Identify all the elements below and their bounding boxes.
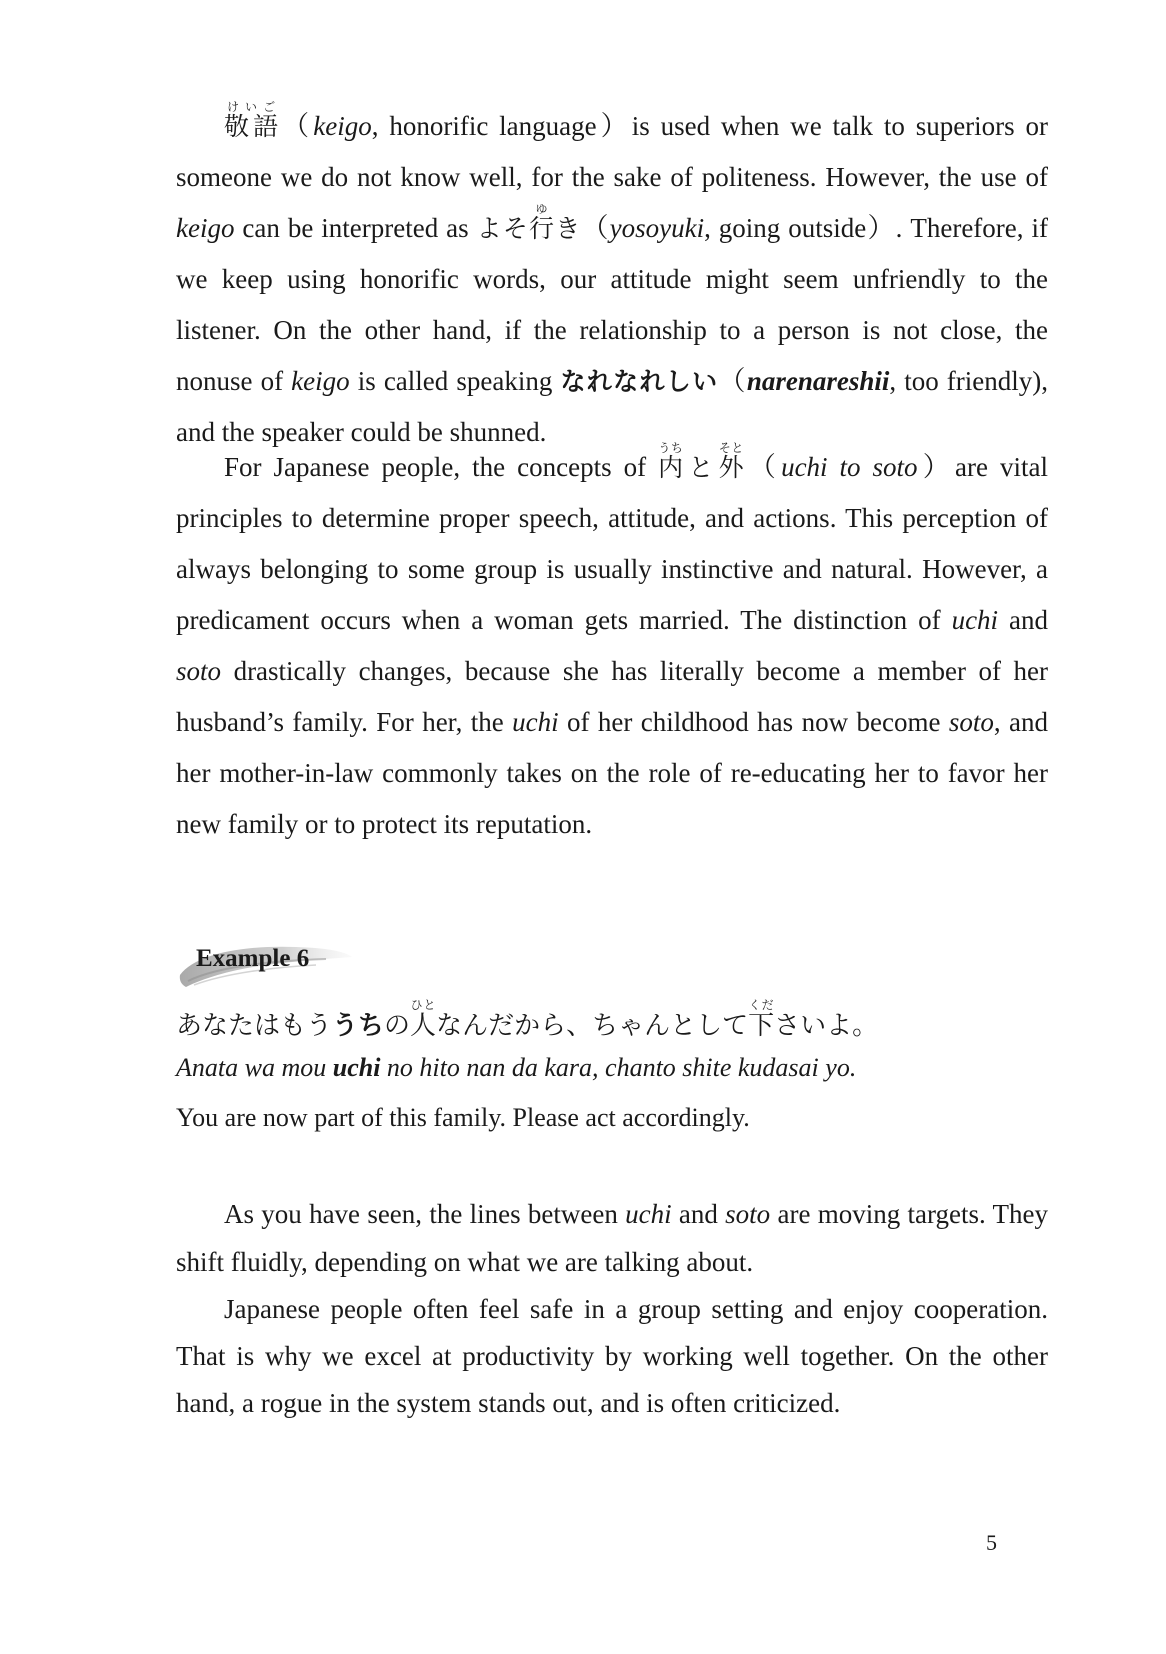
example-japanese-sentence: あなたはもううちの人ひとなんだから、ちゃんとして下くださいよ。 (176, 998, 879, 1041)
keigo-kanji: 敬語けいご (224, 100, 283, 141)
kuda-kanji: 下くだ (748, 998, 775, 1041)
paragraph-4-text: Japanese people often feel safe in a group setting and enjoy cooperation. That is why we excel at productivity by working well together. On the other hand, a rogue in the system stands out, and is often criticized. (176, 1294, 1048, 1418)
paragraph-3-text: As you have seen, the lines between uchi and soto are moving targets. They shift fluidly, depending on what we are talking about. (176, 1199, 1048, 1277)
paragraph-group-setting (176, 1286, 1048, 1427)
paragraph-keigo (176, 100, 1048, 458)
narenareshii-jp: なれなれしい (560, 367, 719, 396)
hito-kanji: 人ひと (410, 998, 437, 1041)
example-heading (176, 935, 356, 991)
paragraph-2-text: For Japanese people, the concepts of 内うちと外そと（uchi to soto）are vital principles to determine proper speech, attitude, and actions. This perception of always belonging to some group is usually instinctive and natural. However, a predicament occurs when a woman gets married. The distinction of uchi and soto drastically changes, because she has literally become a member of her husband’s family. For her, the uchi of her childhood has now become soto, and her mother-in-law commonly takes on the role of re-educating her to favor her new family or to protect its reputation. (176, 441, 1048, 839)
paragraph-uchi-soto (176, 441, 1048, 850)
soto-kanji: 外そと (718, 441, 749, 482)
example-label: Example 6 (196, 945, 310, 972)
uchi-kanji: 内うち (658, 441, 689, 482)
paragraph-1-text: 敬語けいご（keigo, honorific language）is used when we talk to superiors or someone we do not know well, for the sake of politeness. However, the use of keigo can be interpreted as よそ行ゆき（yosoyuki, going outside）. Therefore, if we keep using honorific words, our attitude might seem unfriendly to the listener. On the other hand, if the relationship to a person is not close, the nonuse of keigo is called speaking なれなれしい（narenareshii, too friendly), and the speaker could be shunned. (176, 100, 1048, 447)
yosoyuki-kanji: 行ゆ (529, 202, 556, 243)
example-romaji-sentence: Anata wa mou uchi no hito nan da kara, chanto shite kudasai yo. (176, 1053, 857, 1082)
page-number: 5 (986, 1530, 997, 1555)
example-english-translation: You are now part of this family. Please act accordingly. (176, 1103, 750, 1132)
paragraph-moving-targets (176, 1190, 1048, 1286)
